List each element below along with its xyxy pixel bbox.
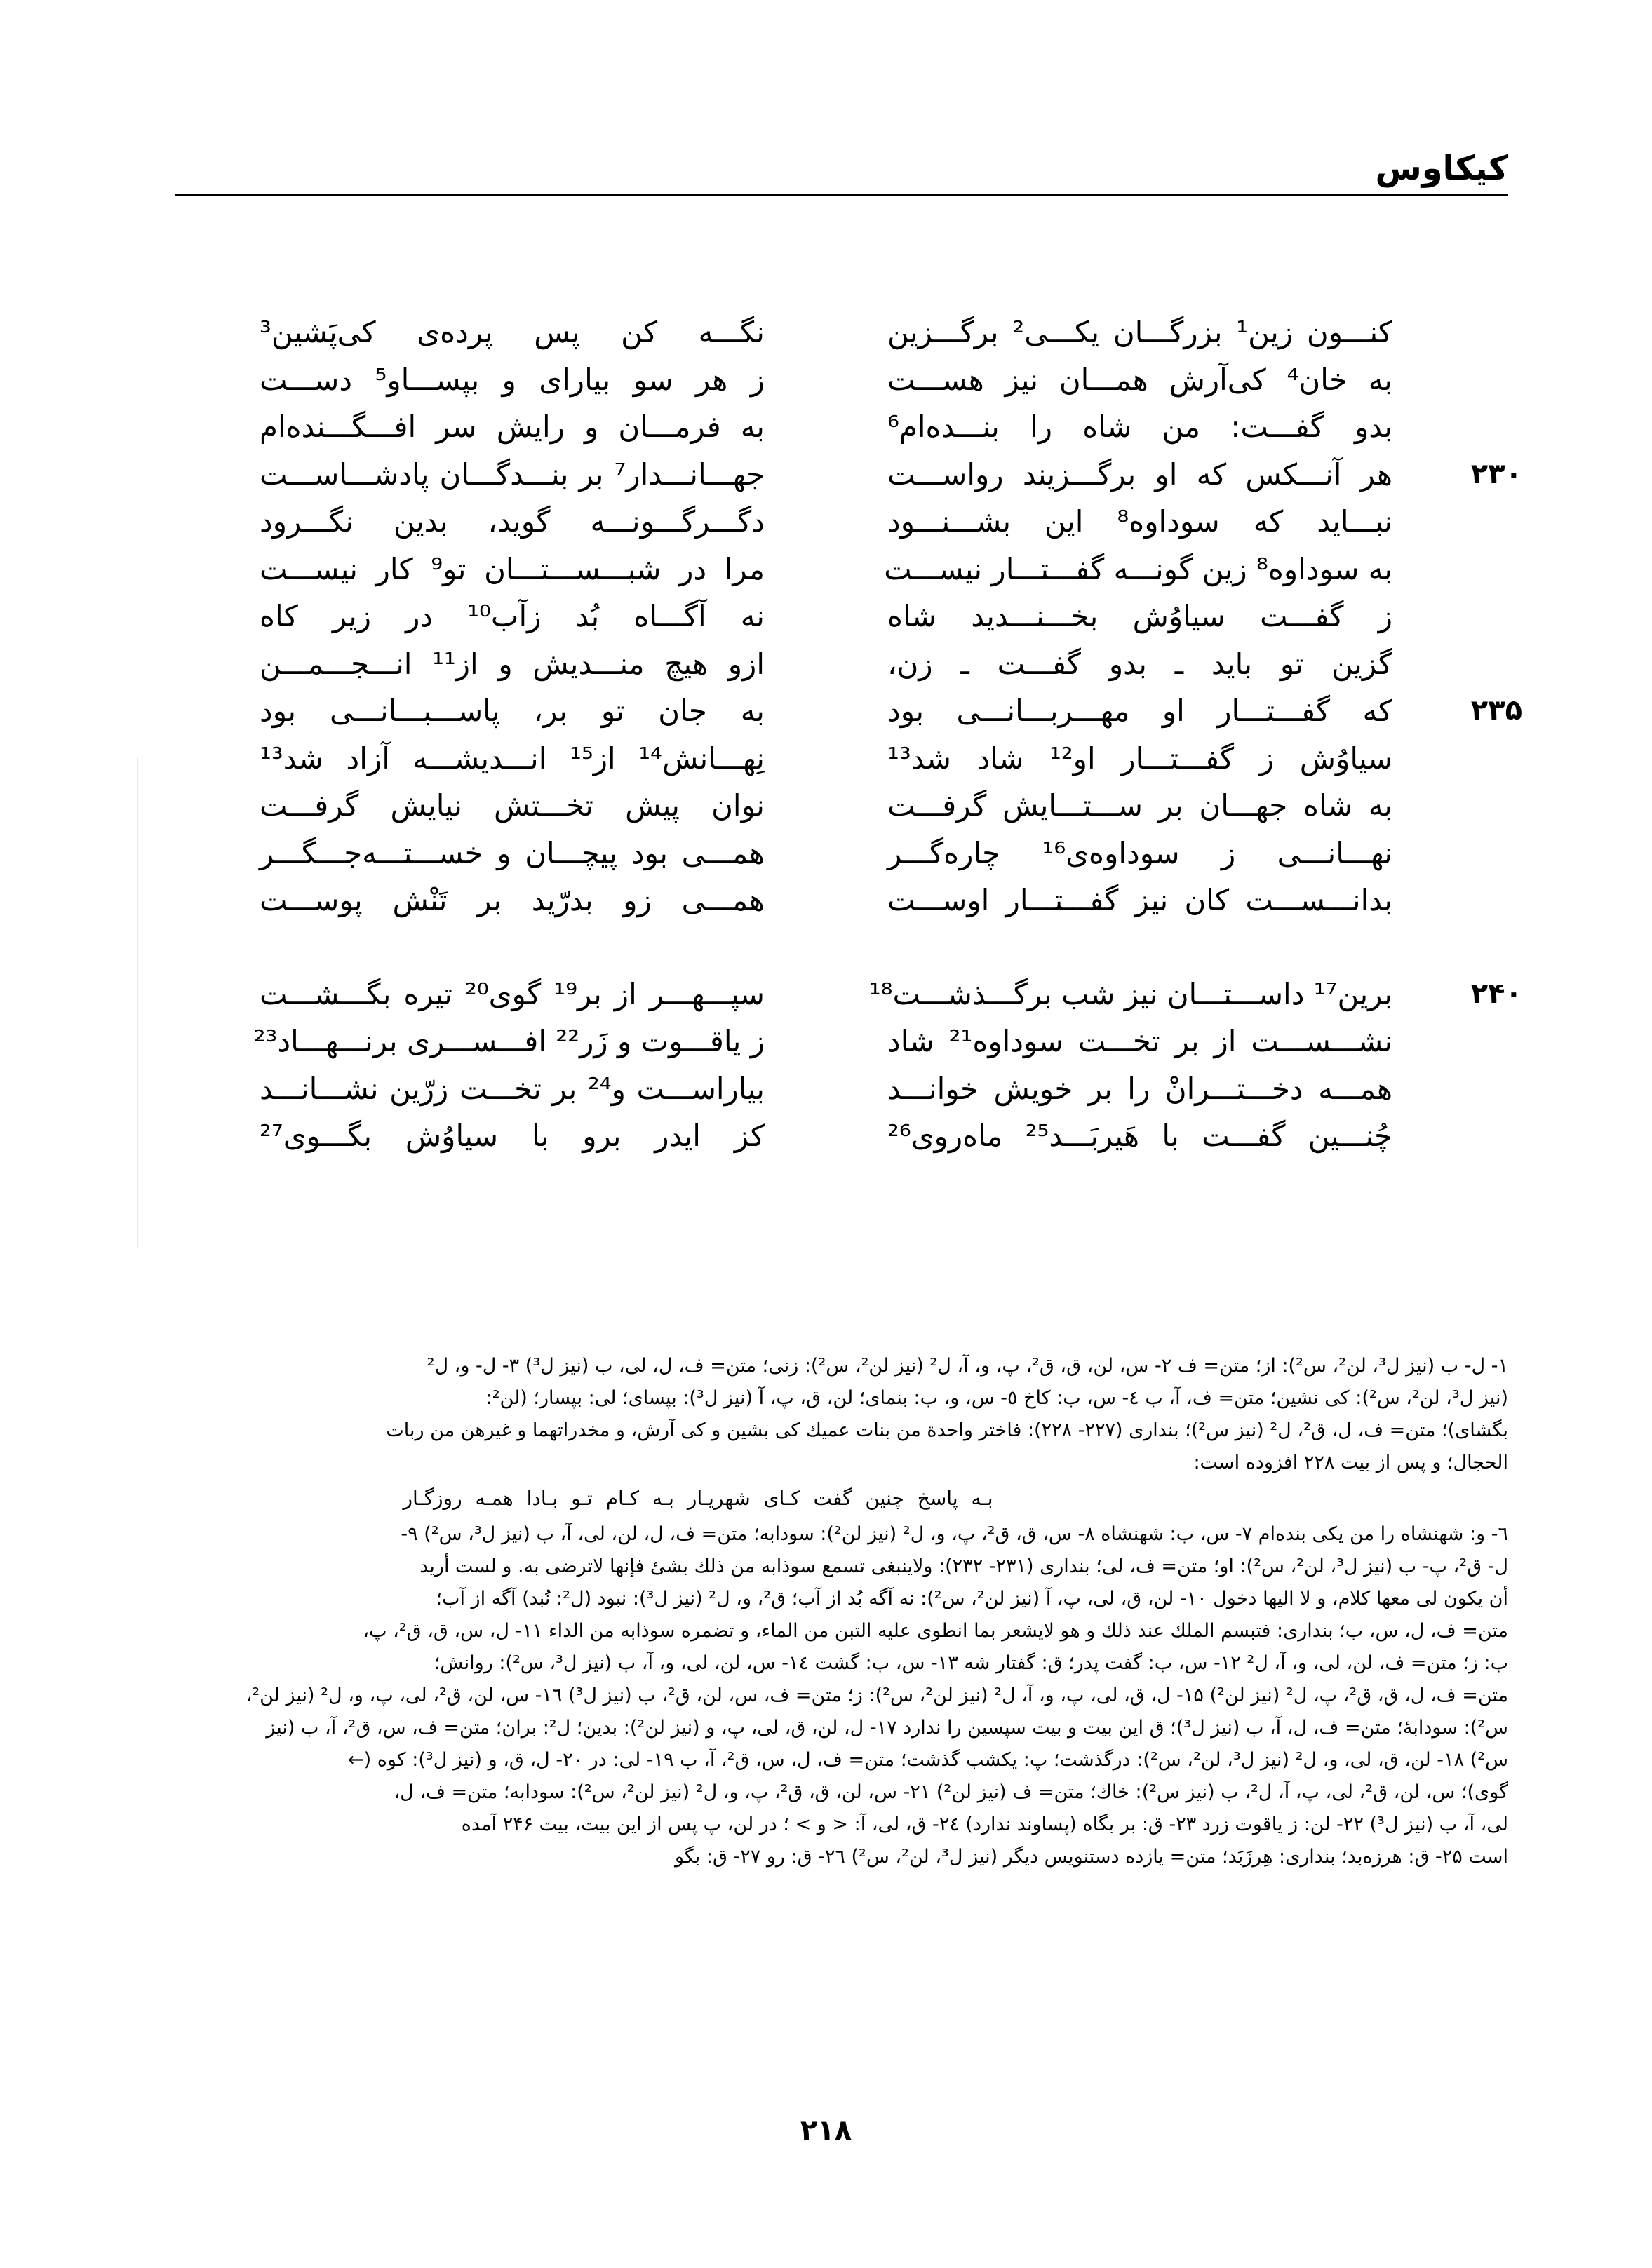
hemistich-first: همـــه دخـــتـــرانْ را بر خویش خوانـــد bbox=[887, 1071, 1392, 1106]
footnote-line: است ۲۵- ق: هرزه‌بد؛ بنداری: هِرزَبَد؛ متن= یازده دستنویس دیگر (نیز ل³، لن²، س²) ۲٦- ق: رو ۲۷- ق: بگو bbox=[674, 1846, 1508, 1868]
bayt bbox=[260, 593, 1522, 640]
hemistich-first: که گفـــتـــار او مهـــربـــانـــی بود bbox=[887, 694, 1392, 728]
hemistich-first: هر آنـــکس که او برگـــزیند رواســـت bbox=[887, 457, 1392, 492]
verse-number: ۲۴۰ bbox=[1470, 977, 1522, 1010]
footnote-line: ۱- ل- ب (نیز ل³، لن²، س²): از؛ متن= ف ۲- س، لن، ق، ق²، پ، و، آ، ل² (نیز لن²، س²): زنی؛ متن= ف، ل، لی، ب (نیز ل³) ۳- ل- و، ل² bbox=[427, 1355, 1508, 1377]
hemistich-second: به فرمـــان و رایش سر افـــگـــنده‌ام bbox=[260, 410, 765, 444]
footnotes bbox=[168, 1350, 1508, 1873]
verse-number: ۲۳۰ bbox=[1470, 457, 1522, 490]
hemistich-first: نهـــانـــی ز سوداوه‌ی¹⁶ چاره‌گـــر bbox=[887, 835, 1392, 870]
scan-artifact-line bbox=[137, 757, 138, 1248]
bayt bbox=[260, 687, 1522, 735]
hemistich-second: به جان تو بر، پاســـبـــانـــی بود bbox=[260, 694, 765, 728]
hemistich-first: نبـــاید که سوداوه⁸ این بشـــنـــود bbox=[887, 504, 1393, 539]
hemistich-first: چُنـــین گفـــت با هَیربَـــد²⁵ ماه‌روی²⁶ bbox=[887, 1119, 1392, 1153]
bayt bbox=[260, 640, 1522, 688]
footnote-line: متن= ف، ل، س، ب؛ بنداری: فتبسم الملك عند ذلك و هو لایشعر بما انطوی علیه التبن من الماء، و تضمره سوذابه من الداء ۱۱- ل، س، ق، ق²، پ، bbox=[363, 1620, 1508, 1642]
footnote-line: س²): سودابهٔ؛ متن= ف، ل، آ، ب (نیز ل³)؛ ق این بیت و بیت سپسین را ندارد ۱۷- ل، لن، ق، لی، پ، و (نیز لن²): بدین؛ ل²: بران؛ متن= ف، س، ق²، آ، ب (نیز bbox=[266, 1717, 1508, 1739]
footnote-line: ل- ق²، پ- ب (نیز ل³، لن²، س²): او؛ متن= ف، لی؛ بنداری (۲۳۱- ۲۳۲): ولاینبغی تسمع سوذابه من ذلك بشیٔ فإنها لاترضی به. و لست أرید bbox=[419, 1555, 1508, 1577]
hemistich-first: گزین تو باید ـ بدو گفـــت ـ زن، bbox=[887, 646, 1392, 681]
footnote-line: الحجال؛ و پس از بیت ۲۲۸ افزوده است: bbox=[1193, 1452, 1508, 1473]
footnote-line: أن یکون لی معها کلام، و لا الیها دخول ۱۰- لن، ق، لی، پ، آ (نیز لن²، س²): نه آگه بُد از آب؛ ق²، و، ل² (نیز ل³): نبود (ل²: نُبد) آگه از آب؛ bbox=[436, 1588, 1508, 1609]
hemistich-first: بدو گفـــت: من شاه را بنـــده‌ام⁶ bbox=[887, 410, 1392, 444]
bayt bbox=[260, 735, 1522, 783]
footnote-line: بگشای)؛ متن= ف، ل، ق²، ل² (نیز س²)؛ بنداری (۲۲۷- ۲۲۸): فاختر واحدة من بنات عمیك کی بشین و کی آرش، و مخدراتهما و غیرهن من ربات bbox=[386, 1419, 1508, 1441]
hemistich-second: کز ایدر برو با سیاوُش بگـــوی²⁷ bbox=[260, 1119, 765, 1153]
hemistich-first: نشـــســـت از بر تخـــت سوداوه²¹ شاد bbox=[887, 1024, 1393, 1058]
hemistich-second: نه آگـــاه بُد زآب¹⁰ در زیر کاه bbox=[260, 599, 765, 633]
hemistich-first: به سوداوه⁸ زین گونـــه گفـــتـــار نیســـت bbox=[884, 551, 1392, 586]
hemistich-first: به شاه جهـــان بر ســـتـــایش گرفـــت bbox=[887, 788, 1392, 823]
page-number: ۲۱۸ bbox=[800, 2114, 852, 2147]
stanza bbox=[253, 971, 1522, 1160]
footnote-line: لی، آ، ب (نیز ل³) ۲۲- لن: ز یاقوت زرد ۲۳- ق: بر بگاه (پساوند ندارد) ۲٤- ق، لی، آ: < و > ؛ در لن، پ پس از این بیت، بیت ۲۴۶ آمده bbox=[461, 1814, 1508, 1835]
hemistich-first: سیاوُش ز گفـــتـــار او¹² شاد شد¹³ bbox=[887, 741, 1392, 776]
hemistich-second: سپـــهـــر از بر¹⁹ گوی²⁰ تیره بگـــشـــت bbox=[260, 976, 765, 1011]
bayt bbox=[260, 782, 1522, 830]
hemistich-second: ازو هیچ منـــدیش و از¹¹ انـــجـــمـــن bbox=[260, 646, 765, 681]
hemistich-second: نِهـــانش¹⁴ از¹⁵ انـــدیشـــه آزاد شد¹³ bbox=[260, 741, 765, 776]
hemistich-second: نوان پیش تخـــتش نیایش گرفـــت bbox=[260, 788, 765, 823]
hemistich-second: نگـــه کن پس پرده‌ی کی‌پَشین³ bbox=[260, 315, 765, 349]
footnote-line: گوی)؛ س، لن، ق²، لی، پ، آ، ل²، ب (نیز س²): خاك؛ متن= ف (نیز لن²) ۲۱- س، لن، ق، ق²، پ، و، ل² (نیز لن²، س²): سودابه؛ متن= ف، ل، bbox=[394, 1781, 1508, 1803]
running-title: کیکاوس bbox=[1375, 149, 1508, 188]
bayt bbox=[260, 546, 1522, 593]
hemistich-second: ز هر سو بیارای و بپســـاو⁵ دســـت bbox=[260, 362, 765, 397]
hemistich-first: به خان⁴ کی‌آرش همـــان نیز هســـت bbox=[887, 362, 1392, 397]
hemistich-second: جهـــانـــدار⁷ بر بنـــدگـــان پادشـــاســـت bbox=[260, 457, 765, 492]
footnote-line: (نیز ل³، لن²، س²): کی نشین؛ متن= ف، آ، ب ٤- س، ب: کاخ ٥- س، و، ب: بنمای؛ لن، ق، پ، آ (نیز ل³): بپسای؛ لی: بپسار؛ (لن²: bbox=[485, 1387, 1508, 1409]
bayt bbox=[260, 1112, 1522, 1160]
footnote-inserted-verse: بـه پاسخ چنین گفت کـای شهریـار بـه کـام تـو بـادا همـه روزگـار bbox=[403, 1487, 993, 1510]
hemistich-second: همـــی زو بدرّید بر تَنْش پوســـت bbox=[260, 883, 765, 917]
footnote-line: ٦- و: شهنشاه را من یکی بنده‌ام ۷- س، ب: شهنشاه ۸- س، ق، ق²، پ، و، ل² (نیز لن²): سودابه؛ متن= ف، ل، لن، لی، آ، ب (نیز ل³، س²) ۹- bbox=[401, 1523, 1508, 1545]
bayt bbox=[260, 498, 1522, 546]
hemistich-second: ز یاقـــوت و زَر²² افـــســـری برنـــهـــاد²³ bbox=[253, 1024, 765, 1058]
hemistich-second: بیاراســـت و²⁴ بر تخـــت زرّین نشـــانـــد bbox=[260, 1071, 765, 1106]
footnote-line: متن= ف، ل، ق، ق²، پ، ل² (نیز لن²) ۱۵- ل، ق، لی، پ، و، آ، ل² (نیز لن²، س²): ز؛ متن= ف، س، لن، ق²، ب (نیز ل³) ۱٦- س، لن، ق²، لی، پ، و، ل² (نیز لن²، bbox=[246, 1685, 1508, 1706]
verse-number: ۲۳۵ bbox=[1470, 694, 1522, 727]
footnote-line: س²) ۱۸- لن، ق، لی، و، ل² (نیز ل³، لن²، س²): درگذشت؛ پ: یکشب گذشت؛ متن= ف، ل، س، ق²، آ، ب ۱۹- لی: در ۲۰- ل، ق، و (نیز ل³): کوه (← bbox=[347, 1749, 1508, 1771]
stanza bbox=[260, 309, 1522, 924]
bayt bbox=[260, 356, 1522, 404]
page-header bbox=[175, 147, 1508, 196]
hemistich-second: همـــی بود پیچـــان و خســـتـــه‌جـــگـــر bbox=[260, 835, 765, 870]
bayt bbox=[260, 830, 1522, 877]
hemistich-second: دگـــرگـــونـــه گوید، بدین نگـــرود bbox=[260, 504, 765, 539]
bayt bbox=[260, 877, 1522, 924]
bayt bbox=[253, 1018, 1522, 1065]
bayt bbox=[260, 403, 1522, 451]
bayt bbox=[260, 1065, 1522, 1113]
poem-body bbox=[253, 309, 1522, 1206]
hemistich-first: ز گفـــت سیاوُش بخـــنـــدید شاه bbox=[887, 599, 1392, 633]
bayt bbox=[260, 971, 1522, 1018]
hemistich-first: بدانـــســـت کان نیز گفـــتـــار اوســـت bbox=[887, 883, 1392, 917]
hemistich-first: برین¹⁷ داســـتـــان نیز شب برگـــذشـــت¹⁸ bbox=[868, 976, 1392, 1011]
bayt bbox=[260, 451, 1522, 499]
hemistich-second: مرا در شبـــســـتـــان تو⁹ کار نیســـت bbox=[260, 551, 765, 586]
hemistich-first: کنـــون زین¹ بزرگـــان یکـــی² برگـــزین bbox=[887, 315, 1392, 349]
bayt bbox=[260, 309, 1522, 356]
footnote-line: ب: ز؛ متن= ف، لن، لی، و، آ، ل² ۱۲- س، ب: گفت پدر؛ ق: گفتار شه ۱۳- س، ب: گشت ۱٤- س، لن، لی، و، آ، ب (نیز ل³، س²): روانش؛ bbox=[434, 1652, 1508, 1674]
